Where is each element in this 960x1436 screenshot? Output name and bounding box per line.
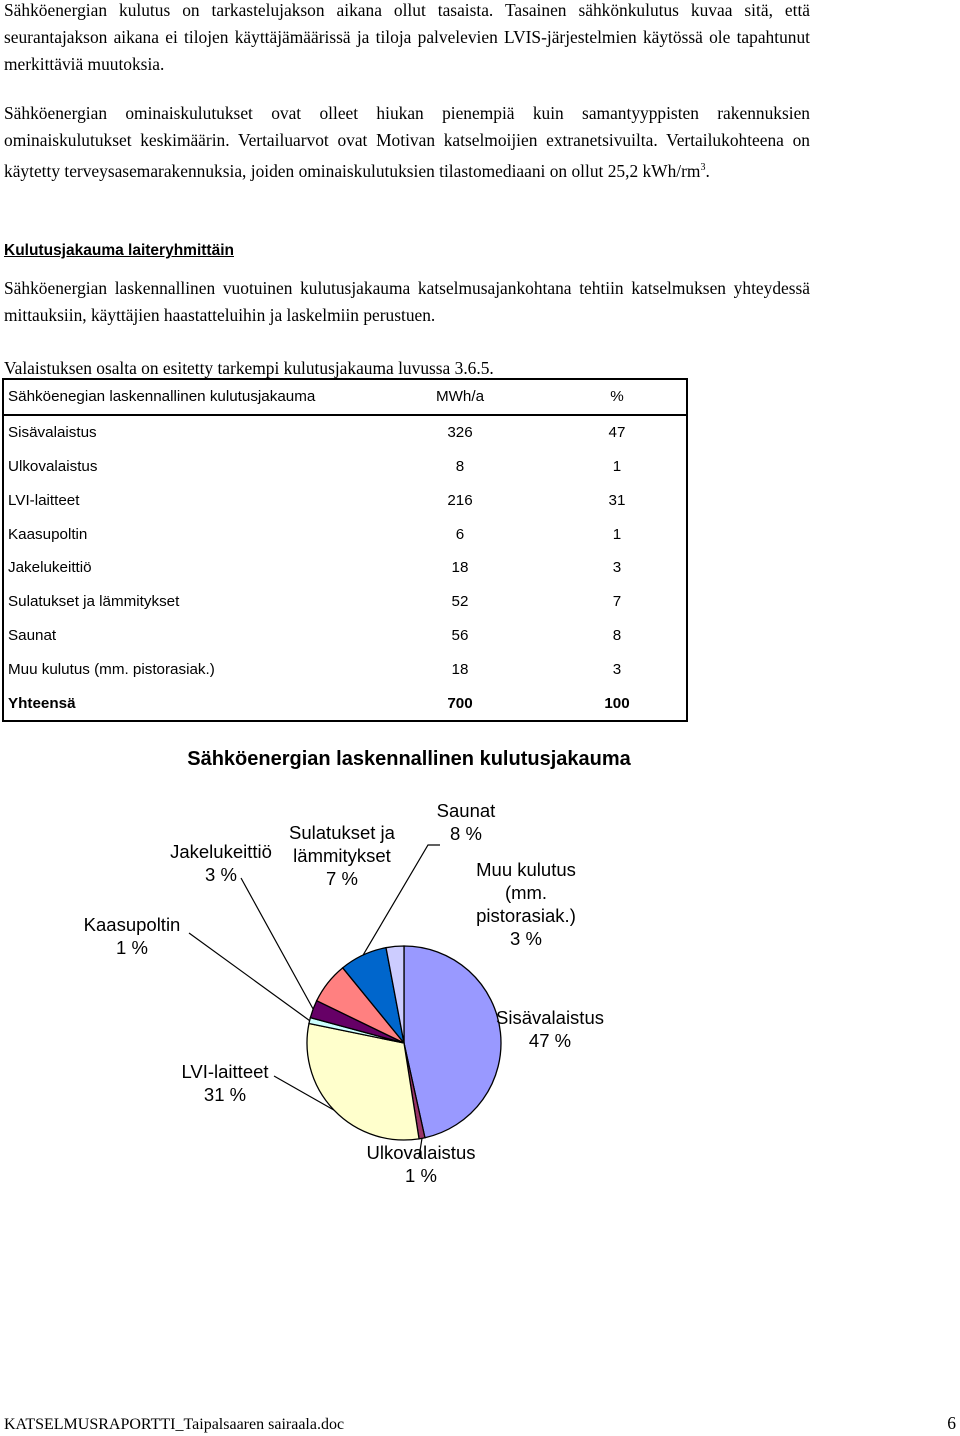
- table-cell: Kaasupoltin: [8, 525, 88, 543]
- header-cell: MWh/a: [372, 379, 548, 415]
- table-cell: 18: [451, 559, 469, 577]
- slice-label-line: pistorasiak.): [476, 905, 576, 926]
- table-row: [3, 652, 687, 686]
- slice-label-line: Kaasupoltin: [83, 914, 181, 935]
- slice-label: [170, 841, 272, 885]
- slice-label-line: 3 %: [205, 864, 237, 885]
- total-cell: 100: [604, 694, 630, 712]
- table-cell: Jakelukeittiö: [8, 559, 92, 577]
- header-cell: Sähköenegian laskennallinen kulutusjakauma: [3, 379, 372, 415]
- slice-label: [367, 1142, 476, 1186]
- slice-label: [437, 800, 496, 844]
- slice-label-line: Muu kulutus: [476, 859, 576, 880]
- table-cell: 8: [612, 626, 622, 644]
- table-row: [3, 517, 687, 551]
- slice-label-line: 3 %: [510, 928, 542, 949]
- slice-label-line: Saunat: [436, 800, 496, 821]
- comparison-end: .: [705, 160, 710, 181]
- table-cell: 1: [612, 525, 622, 543]
- table-cell: 18: [451, 660, 469, 678]
- table-cell: 3: [612, 559, 622, 577]
- footer-doc-name: KATSELMUSRAPORTTI_Taipalsaaren sairaala.doc: [4, 1416, 345, 1433]
- slice-label: [496, 1007, 604, 1051]
- slice-label-line: 47 %: [528, 1030, 572, 1051]
- table-cell: 52: [451, 593, 469, 611]
- slice-label-line: lämmitykset: [293, 845, 391, 866]
- slice-label-line: 8 %: [450, 823, 482, 844]
- table-cell: 47: [608, 424, 626, 442]
- table-cell: 326: [447, 424, 473, 442]
- distribution-paragraph: Sähköenergian laskennallinen vuotuinen kulutusjakauma katselmusajankohtana tehtiin katselmuksen yhteydessä mittauksiin, käyttäjien haastatteluihin ja laskelmiin perustuen.: [4, 278, 810, 325]
- table-cell: 7: [612, 593, 622, 611]
- table-cell: Muu kulutus (mm. pistorasiak.): [8, 660, 215, 678]
- table-cell: LVI-laitteet: [8, 491, 80, 509]
- slice-label-line: Jakelukeittiö: [170, 841, 272, 862]
- table-cell: Sisävalaistus: [8, 424, 97, 442]
- section-heading: Kulutusjakauma laiteryhmittäin: [4, 242, 234, 259]
- slice-label-line: 31 %: [203, 1084, 247, 1105]
- table-cell: Ulkovalaistus: [8, 457, 98, 475]
- table-row: [3, 415, 687, 450]
- intro-paragraph: Sähköenergian kulutus on tarkastelujakson aikana ollut tasaista. Tasainen sähkönkulutus kuvaa sitä, että seurantajakson aikana ei tilojen käyttäjämäärissä ja tiloja palvelevien LVIS-järjestelmien käytössä ole tapahtunut merkittäviä muutoksia.: [4, 0, 810, 74]
- page-number: 6: [947, 1413, 956, 1433]
- slice-label: [84, 914, 181, 958]
- slice-label-line: (mm.: [504, 882, 548, 903]
- table-row: [3, 483, 687, 517]
- table-cell: 3: [612, 660, 622, 678]
- energy-table: [2, 378, 688, 722]
- slice-label-line: 1 %: [405, 1165, 437, 1186]
- slice-label-line: 1 %: [116, 937, 148, 958]
- slice-label: [289, 822, 396, 889]
- table-cell: 216: [447, 491, 473, 509]
- leader-line: [189, 933, 310, 1021]
- table-cell: 6: [455, 525, 465, 543]
- table-total-row: [3, 686, 687, 721]
- chart-title: Sähköenergian laskennallinen kulutusjakauma: [187, 748, 631, 770]
- comparison-text: Sähköenergian ominaiskulutukset ovat olleet hiukan pienempiä kuin samantyyppisten rakennuksien ominaiskulutukset keskimäärin. Vertailuarvot ovat Motivan katselmoijien extranetsivuilta. Vertailukohteena on käytetty terveysasemarakennuksia, joiden ominaiskulutuksien tilastomediaani on ollut 25,2 kWh/rm: [4, 103, 810, 181]
- table-row: [3, 585, 687, 619]
- table-header-row: [3, 379, 687, 415]
- header-cell: %: [548, 379, 687, 415]
- table-row: [3, 619, 687, 653]
- slice-label-line: Sisävalaistus: [496, 1007, 604, 1028]
- table-cell: Sulatukset ja lämmitykset: [8, 593, 180, 611]
- leader-line: [241, 878, 313, 1009]
- table-cell: 8: [455, 457, 465, 475]
- slice-label-line: 7 %: [326, 868, 358, 889]
- table-row: [3, 450, 687, 484]
- lighting-note: Valaistuksen osalta on esitetty tarkempi kulutusjakauma luvussa 3.6.5.: [4, 358, 494, 378]
- slice-label: [181, 1061, 268, 1105]
- slice-label: [476, 859, 576, 949]
- total-cell: Yhteensä: [8, 694, 76, 712]
- pie-chart: [0, 735, 960, 1205]
- unit-superscript: 3: [700, 162, 706, 173]
- slice-label-line: Ulkovalaistus: [366, 1142, 476, 1163]
- table-cell: 31: [608, 491, 626, 509]
- table-cell: 56: [451, 626, 469, 644]
- comparison-paragraph: [4, 100, 810, 185]
- total-cell: 700: [447, 694, 473, 712]
- slice-label-line: Sulatukset ja: [289, 822, 395, 843]
- table-cell: Saunat: [8, 626, 57, 644]
- table-cell: 1: [612, 457, 622, 475]
- slice-label-line: LVI-laitteet: [181, 1061, 269, 1082]
- table-row: [3, 551, 687, 585]
